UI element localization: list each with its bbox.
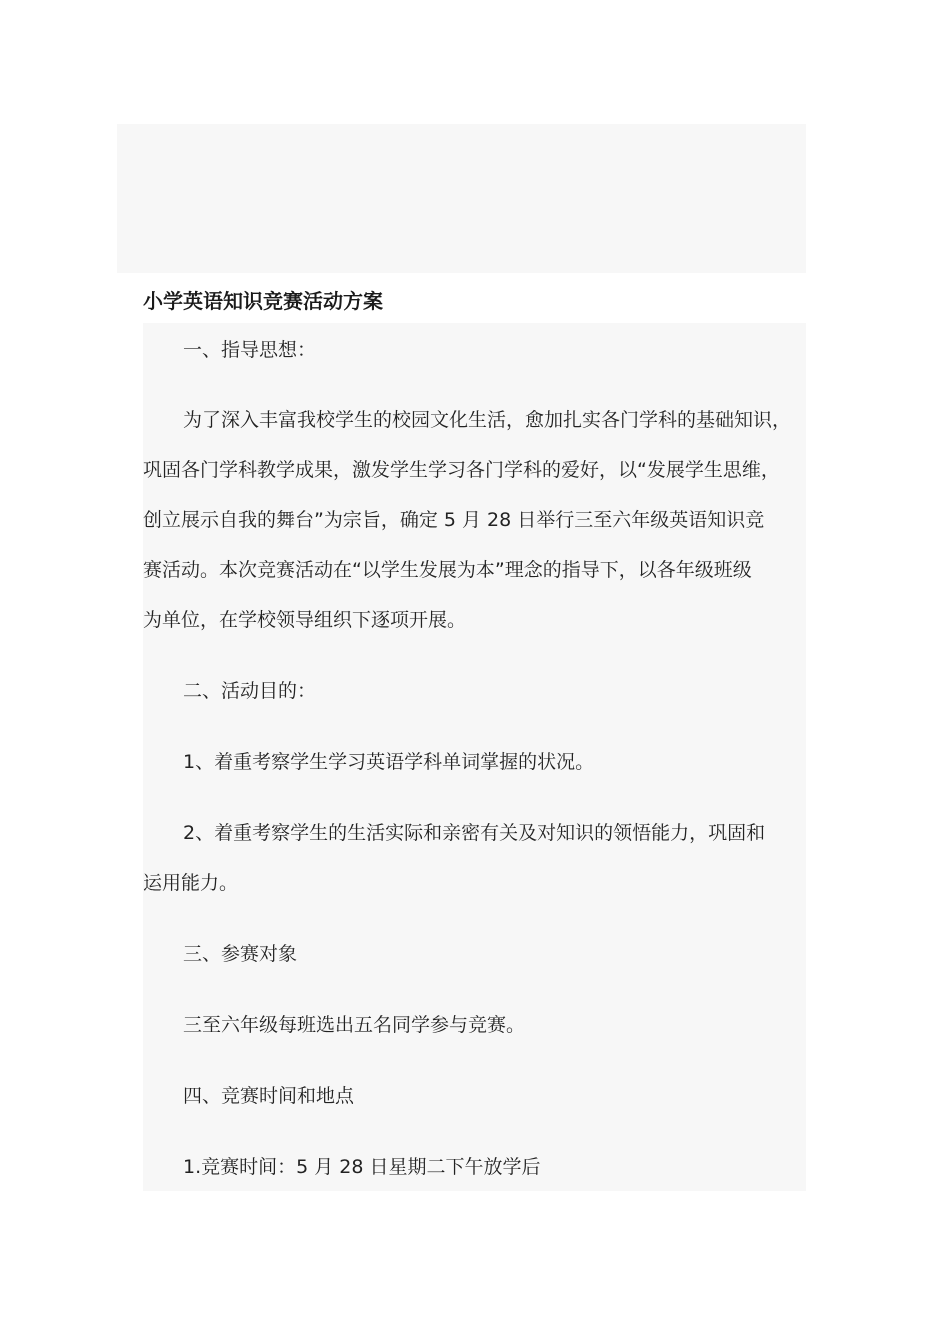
paragraph-line: 赛活动。本次竞赛活动在“以学生发展为本”理念的指导下，以各年级班级 [143, 559, 752, 581]
image-placeholder-area [117, 124, 806, 273]
paragraph-line: 创立展示自我的舞台”为宗旨，确定 5 月 28 日举行三至六年级英语知识竞 [143, 509, 765, 531]
list-item-continued: 运用能力。 [143, 872, 239, 894]
section-heading-time-place: 四、竞赛时间和地点 [183, 1085, 355, 1107]
section-heading-activity-purpose: 二、活动目的： [183, 680, 317, 702]
section-heading-guiding-ideology: 一、指导思想： [183, 339, 317, 361]
list-item: 1.竞赛时间：5 月 28 日星期二下午放学后 [183, 1156, 541, 1178]
list-item: 2、着重考察学生的生活实际和亲密有关及对知识的领悟能力，巩固和 [183, 822, 766, 844]
paragraph-line: 巩固各门学科教学成果，激发学生学习各门学科的爱好，以“发展学生思维， [143, 459, 780, 481]
paragraph-line: 三至六年级每班选出五名同学参与竞赛。 [183, 1014, 526, 1036]
document-title: 小学英语知识竞赛活动方案 [143, 289, 383, 313]
paragraph-line: 为单位，在学校领导组织下逐项开展。 [143, 609, 467, 631]
paragraph-line: 为了深入丰富我校学生的校园文化生活，愈加扎实各门学科的基础知识， [183, 409, 792, 431]
list-item: 1、着重考察学生学习英语学科单词掌握的状况。 [183, 751, 595, 773]
section-heading-participants: 三、参赛对象 [183, 943, 298, 965]
